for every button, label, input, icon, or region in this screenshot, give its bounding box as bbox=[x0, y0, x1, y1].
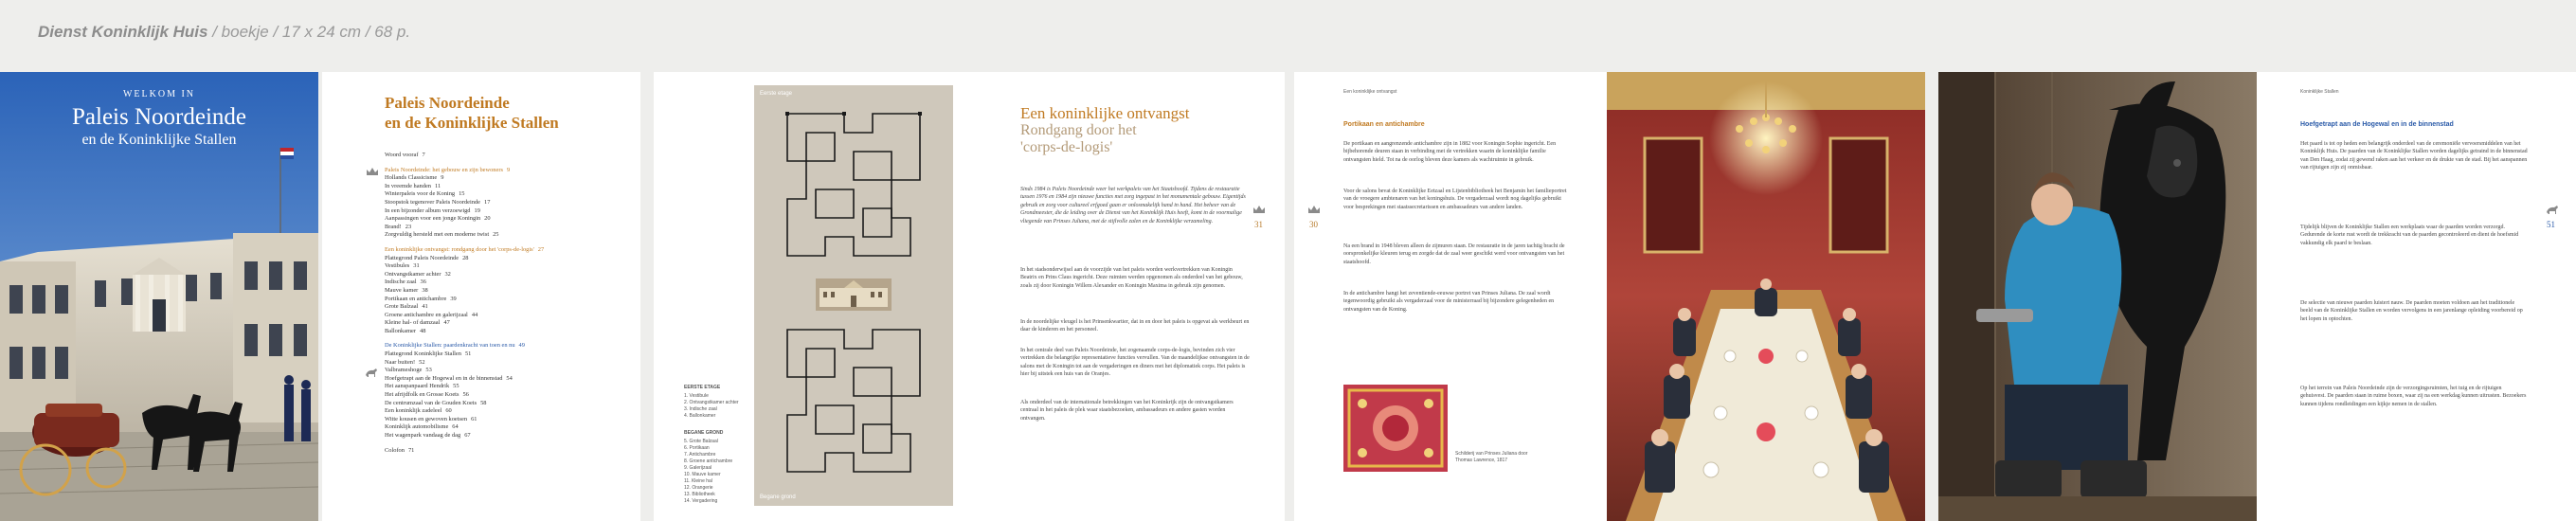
toc-entry bbox=[385, 416, 612, 424]
toc-entry-title: Hoefgetrapt aan de Hogewal en in de binnenstad bbox=[385, 374, 503, 382]
toc-entry bbox=[385, 183, 612, 191]
toc-entry-page: 52 bbox=[419, 358, 425, 366]
toc-entry bbox=[385, 152, 612, 160]
body-text-4: Op het terrein van Paleis Noordeinde zijn de verzorgingsruimten, het tuig en de rijtuigen gehuisvest. De paarden staan in ruime boxen, waar zij na een werkdag kunnen uitrusten. Bezoekers kunnen tijdens rondleidingen een kijkje nemen in de stallen. bbox=[2300, 386, 2527, 407]
toc-entry bbox=[385, 342, 612, 350]
header-caption: Dienst Koninklijk Huis / boekje / 17 x 24 cm / 68 p. bbox=[38, 23, 411, 41]
toc-entry bbox=[385, 278, 612, 287]
toc-entry bbox=[385, 423, 612, 432]
body-text-3: Na een brand in 1948 bleven alleen de zijmuren staan. De restauratie in de jaren tachtig bracht de oorspronkelijke kleuren terug en zorgde dat de zaal weer geschikt werd voor ontvangsten van het staatshoofd. bbox=[1343, 243, 1565, 265]
toc-entry-title: Het aanspanpaard Hendrik bbox=[385, 383, 450, 390]
toc-entry bbox=[385, 328, 612, 336]
toc-entry-title: Naar buiten! bbox=[385, 358, 416, 366]
floorplan-panel bbox=[754, 85, 953, 506]
legend-2-items bbox=[684, 439, 750, 505]
plan-top-label: Eerste etage bbox=[760, 91, 793, 97]
toc-entry-page: 27 bbox=[537, 245, 545, 253]
legend-item: 5. Grote Balzaal bbox=[684, 439, 718, 444]
toc-entry bbox=[385, 215, 612, 224]
toc-entry-page: 9 bbox=[441, 174, 444, 182]
toc-entry bbox=[385, 367, 612, 375]
legend-item: 10. Mauve kamer bbox=[684, 472, 721, 477]
toc-entry-title: Colofon bbox=[385, 446, 405, 454]
page-number: 30 bbox=[1309, 220, 1318, 229]
legend-2 bbox=[684, 430, 750, 505]
toc-entry bbox=[385, 447, 612, 456]
section-title: Een koninklijke ontvangst bbox=[1020, 104, 1190, 122]
toc-entry bbox=[385, 383, 612, 391]
toc-entry-title: Zorgvuldig hersteld met een moderne twist bbox=[385, 231, 490, 239]
legend-item: 7. Antichambre bbox=[684, 452, 716, 458]
toc-entry-title: Plattegrond Paleis Noordeinde bbox=[385, 254, 459, 261]
horse-icon bbox=[364, 368, 379, 377]
toc-entry-title: Een koninklijk zadeleel bbox=[385, 407, 442, 415]
section-heading: Portikaan en antichambre bbox=[1343, 121, 1425, 128]
toc-entry bbox=[385, 262, 612, 271]
body-text-2: Voor de salons bevat de Koninklijke Eetzaal en Lijstenbibliotheek het Benjamin het familieportret van de vroegere ambtenaren van het koningshuis. De vergaderzaal wordt nog dagelijks gebruikt voor besprekingen met staatssecretarissen en ambassadeurs van andere landen. bbox=[1343, 189, 1567, 210]
toc-entry bbox=[385, 407, 612, 416]
toc-entry bbox=[385, 207, 612, 216]
toc-entry-page: 38 bbox=[422, 286, 428, 294]
floorplan-ground bbox=[759, 320, 948, 491]
toc-entry-title: Vestibules bbox=[385, 262, 410, 270]
toc-entry-page: 61 bbox=[471, 415, 477, 422]
toc-entry-title: Groene antichambre en galerijzaal bbox=[385, 311, 468, 318]
palace-elevation bbox=[816, 278, 892, 311]
page-number: 31 bbox=[1254, 220, 1263, 229]
toc-entry-title: Aanpassingen voor een jonge Koningin bbox=[385, 215, 481, 223]
body-text-4: In de antichambre hangt het zeventiende-eeuwse portret van Prinses Juliana. De zaal wordt tegenwoordig gebruikt als vergaderzaal voor de ministerraad bij bijzondere gelegenheden en ontvangsten van de Koning. bbox=[1343, 291, 1555, 313]
body-text-1: Het paard is tot op heden een belangrijk onderdeel van de ceremoniële vervoersmiddelen van het Koninklijk Huis. De paarden van de Koninklijke Stallen worden dagelijks getraind in de binnenstad van Den Haag, zodat zij gewend raken aan het verkeer en de drukte van de stad. Bij het aanspannen van rijtuigen zijn zij onmisbaar. bbox=[2300, 141, 2528, 171]
toc-page bbox=[322, 72, 640, 521]
toc-entry-title: Winterpaleis voor de Koning bbox=[385, 190, 456, 198]
toc-entry-title: Kleine hal- of damzaal bbox=[385, 319, 441, 327]
toc-entry bbox=[385, 174, 612, 183]
toc-entry-page: 32 bbox=[444, 270, 451, 278]
body-text-2: Tijdelijk blijven de Koninklijke Stallen een werkplaats waar de paarden worden verzorgd. Gedurende de korte rust wordt de trekkracht van de paarden gecontroleerd en dient de hoefsmid vakkundig elk paard te beslaan. bbox=[2300, 225, 2519, 246]
toc-entry-page: 67 bbox=[464, 432, 471, 439]
cover-page bbox=[0, 72, 318, 521]
toc-entry-page: 58 bbox=[480, 399, 487, 406]
body-text-3: De selectie van nieuwe paarden luistert nauw. De paarden moeten voldoen aan het traditionele beeld van de Koninklijke Stallen en worden vervolgens in een jarenlange opleiding voorbereid op het lopen in optochten. bbox=[2300, 300, 2523, 322]
toc-list bbox=[385, 152, 612, 455]
toc-entry-title: Brand! bbox=[385, 223, 402, 230]
crown-icon bbox=[1252, 205, 1266, 214]
toc-entry-title: Woord vooraf bbox=[385, 152, 419, 158]
legend-item: 2. Ontvangstkamer achter bbox=[684, 400, 739, 405]
legend-item: 4. Ballonkamer bbox=[684, 413, 716, 419]
toc-entry bbox=[385, 271, 612, 279]
toc-entry-page: 19 bbox=[474, 207, 480, 214]
toc-entry bbox=[385, 167, 612, 175]
toc-entry-page: 48 bbox=[420, 327, 426, 334]
toc-entry-page: 64 bbox=[452, 423, 459, 431]
toc-title-line1: Paleis Noordeinde bbox=[385, 94, 510, 112]
photo-caption: Schilderij van Prinses Juliana door Thomas Lawrence, 1817 bbox=[1455, 451, 1528, 463]
toc-entry-title: De Koninklijke Stallen: paardenkracht van toen en nu bbox=[385, 342, 515, 350]
toc-entry bbox=[385, 190, 612, 199]
toc-entry bbox=[385, 350, 612, 359]
section-subtitle-line1: Rondgang door het bbox=[1020, 122, 1137, 138]
toc-entry bbox=[385, 296, 612, 304]
cover-title: Paleis Noordeinde bbox=[72, 104, 246, 130]
plan-bottom-label: Begane grond bbox=[760, 494, 796, 500]
toc-entry bbox=[385, 312, 612, 320]
toc-entry-title: Valbrameshoge bbox=[385, 367, 423, 374]
toc-entry bbox=[385, 287, 612, 296]
section-subtitle-line2: 'corps-de-logis' bbox=[1020, 139, 1113, 155]
legend-2-title: BEGANE GROND bbox=[684, 430, 724, 436]
toc-entry-title: Mauve kamer bbox=[385, 286, 419, 294]
running-head: Koninklijke Stallen bbox=[2300, 89, 2339, 95]
toc-entry-title: Het wagenpark vandaag de dag bbox=[385, 432, 461, 439]
toc-entry-page: 17 bbox=[484, 198, 491, 206]
toc-entry-title: Koninklijk automobilisme bbox=[385, 423, 449, 431]
toc-entry bbox=[385, 400, 612, 408]
section-heading: Hoefgetrapt aan de Hogewal en in de binnenstad bbox=[2300, 121, 2454, 128]
legend-1-items bbox=[684, 393, 750, 420]
floorplan-upper bbox=[759, 95, 948, 275]
toc-entry bbox=[385, 359, 612, 368]
toc-entry-title: Stoopstok tegenover Paleis Noordeinde bbox=[385, 198, 480, 206]
body-text-4: Als onderdeel van de internationale betrekkingen van het Koninkrijk zijn de ontvangstkamers centraal in het paleis de plek waar staatsbezoeken, ambassadeurs en andere gasten worden ontvangen. bbox=[1020, 400, 1234, 422]
toc-title-line2: en de Koninklijke Stallen bbox=[385, 114, 559, 132]
intro-text: Sinds 1984 is Paleis Noordeinde weer het werkpaleis van het Staatshoofd. Tijdens de restauratie tussen 1976 en 1984 zijn nieuwe functies met zorg ingepast in het monumentale gebouw. Eigentijds gebruik en zorg voor cultureel erfgoed gaan er onlosmakelijk hand in hand. Het beheer van de Grondmeester, die de leiding over de Dienst van het Koninklijk Huis heeft, komt in de voormalige vliegende van Prinses Juliana, met de stijlvolle zalen en de Koninklijke verzameling. bbox=[1020, 187, 1246, 225]
stables-page bbox=[1938, 72, 2576, 521]
legend-item: 6. Portikaan bbox=[684, 445, 710, 451]
horse-icon bbox=[2545, 205, 2560, 214]
toc-entry-page: 20 bbox=[484, 215, 491, 223]
toc-entry-page: 36 bbox=[420, 278, 426, 286]
crown-icon bbox=[1307, 205, 1321, 214]
toc-entry-page: 11 bbox=[434, 182, 441, 189]
legend-item: 9. Galerijzaal bbox=[684, 465, 712, 471]
toc-entry-page: 7 bbox=[422, 152, 425, 158]
toc-entry bbox=[385, 255, 612, 263]
toc-entry-page: 49 bbox=[518, 342, 525, 350]
toc-entry-page: 47 bbox=[443, 319, 450, 327]
toc-entry bbox=[385, 319, 612, 328]
toc-entry bbox=[385, 432, 612, 440]
toc-entry bbox=[385, 231, 612, 240]
legend-item: 3. Indische zaal bbox=[684, 406, 717, 412]
page-number: 51 bbox=[2547, 220, 2555, 229]
toc-entry-page: 51 bbox=[464, 350, 472, 358]
toc-entry-title: Ontvangstkamer achter bbox=[385, 270, 441, 278]
toc-entry-title: In vreemde handen bbox=[385, 182, 431, 189]
toc-entry-title: Ballonkamer bbox=[385, 327, 417, 334]
toc-entry-title: Portikaan en antichambre bbox=[385, 295, 447, 302]
legend-item: 8. Groene antichambre bbox=[684, 458, 733, 464]
toc-entry-title: Indische zaal bbox=[385, 278, 417, 286]
toc-entry-page: 28 bbox=[462, 254, 469, 261]
toc-entry-page: 54 bbox=[506, 374, 513, 382]
toc-entry-page: 41 bbox=[422, 303, 428, 311]
legend-item: 13. Bibliotheek bbox=[684, 492, 715, 497]
toc-title bbox=[385, 93, 559, 133]
toc-entry-title: Een koninklijke ontvangst: rondgang door het 'corps-de-logis' bbox=[385, 245, 534, 253]
body-text-3: In het centrale deel van Paleis Noordeinde, het zogenaamde corps-de-logis, bevinden zich vier vertrekken die belangrijke representatieve functies vervullen. Van de maandelijkse ontvangsten in de salons met de Koningin tot aan de vergaderingen en diners met het diplomatiek corps. Het paleis is hier bij uitstek een huis van de Oranjes. bbox=[1020, 348, 1250, 378]
toc-entry bbox=[385, 246, 612, 255]
toc-entry-title: Grote Balzaal bbox=[385, 303, 419, 311]
toc-entry-page: 60 bbox=[445, 407, 452, 415]
toc-entry-title: In een bijzonder album verzoewigd bbox=[385, 207, 471, 214]
toc-entry-page: 31 bbox=[413, 262, 420, 270]
toc-entry bbox=[385, 199, 612, 207]
running-head: Een koninklijke ontvangst bbox=[1343, 89, 1397, 95]
cover-subtitle: en de Koninklijke Stallen bbox=[81, 132, 237, 148]
toc-entry-page: 44 bbox=[471, 311, 478, 318]
toc-entry bbox=[385, 303, 612, 312]
toc-entry-page: 56 bbox=[462, 391, 469, 399]
legend-item: 14. Vergadering bbox=[684, 498, 718, 504]
body-text-1: De portikaan en aangrenzende antichambre zijn in 1882 voor Koningin Sophie ingericht. Een bijbehorende deuren staan in verbinding met de vertrekken waarin de koninklijke familie ontvangsten hield. Tot na de oorlog bleven deze kamers als wachtruimte in gebruik. bbox=[1343, 141, 1557, 163]
legend-item: 12. Orangerie bbox=[684, 485, 713, 491]
toc-entry-title: Witte kousen en gewoven koetsen bbox=[385, 415, 468, 422]
legend-item: 1. Vestibule bbox=[684, 393, 709, 399]
council-room-photo bbox=[1607, 72, 1925, 521]
farrier-photo bbox=[1938, 72, 2257, 521]
toc-entry bbox=[385, 391, 612, 400]
toc-entry-page: 39 bbox=[450, 295, 457, 302]
toc-entry-page: 9 bbox=[506, 166, 511, 173]
section-subtitle bbox=[1020, 122, 1137, 156]
floorplan-page bbox=[654, 72, 1285, 521]
toc-entry-title: Plattegrond Koninklijke Stallen bbox=[385, 350, 461, 358]
toc-entry-page: 23 bbox=[405, 223, 412, 230]
legend-item: 11. Kleine hal bbox=[684, 478, 712, 484]
toc-entry-title: Het afrijdfolk en Grosse Koets bbox=[385, 391, 459, 399]
cover-welcome: WELKOM IN bbox=[122, 89, 196, 99]
body-text-2: In de noordelijke vleugel is het Prinsenkwartier, dat in en door het paleis is opgevat als werkbeurt en daar de kinderen en het personeel. bbox=[1020, 319, 1250, 333]
crown-icon bbox=[366, 167, 379, 176]
toc-entry-title: De centrumzaal van de Gouden Koets bbox=[385, 399, 477, 406]
legend-1-title: EERSTE ETAGE bbox=[684, 385, 721, 390]
toc-entry bbox=[385, 375, 612, 384]
toc-entry-page: 71 bbox=[407, 446, 415, 454]
toc-entry-page: 25 bbox=[493, 231, 499, 239]
council-page bbox=[1294, 72, 1925, 521]
tapestry-photo bbox=[1343, 385, 1448, 472]
legend-1 bbox=[684, 385, 750, 420]
toc-entry bbox=[385, 224, 612, 232]
toc-entry-page: 55 bbox=[453, 383, 459, 390]
toc-entry-page: 53 bbox=[425, 367, 432, 374]
toc-entry-title: Paleis Noordeinde: het gebouw en zijn bewoners bbox=[385, 166, 503, 173]
toc-entry-page: 15 bbox=[459, 190, 465, 198]
body-text-1: In het stadsonderwijsel aan de voorzijde van het paleis worden werkvertrekken van Koningin Beatrix en Prins Claus ingericht. Deze ruimten werden opgenomen als onderdeel van het gebouw, zoals zij door Koningin Willem Alexander en Koningin Maxima in gebruik zijn genomen. bbox=[1020, 267, 1243, 289]
toc-entry-title: Hollands Classicisme bbox=[385, 174, 438, 182]
